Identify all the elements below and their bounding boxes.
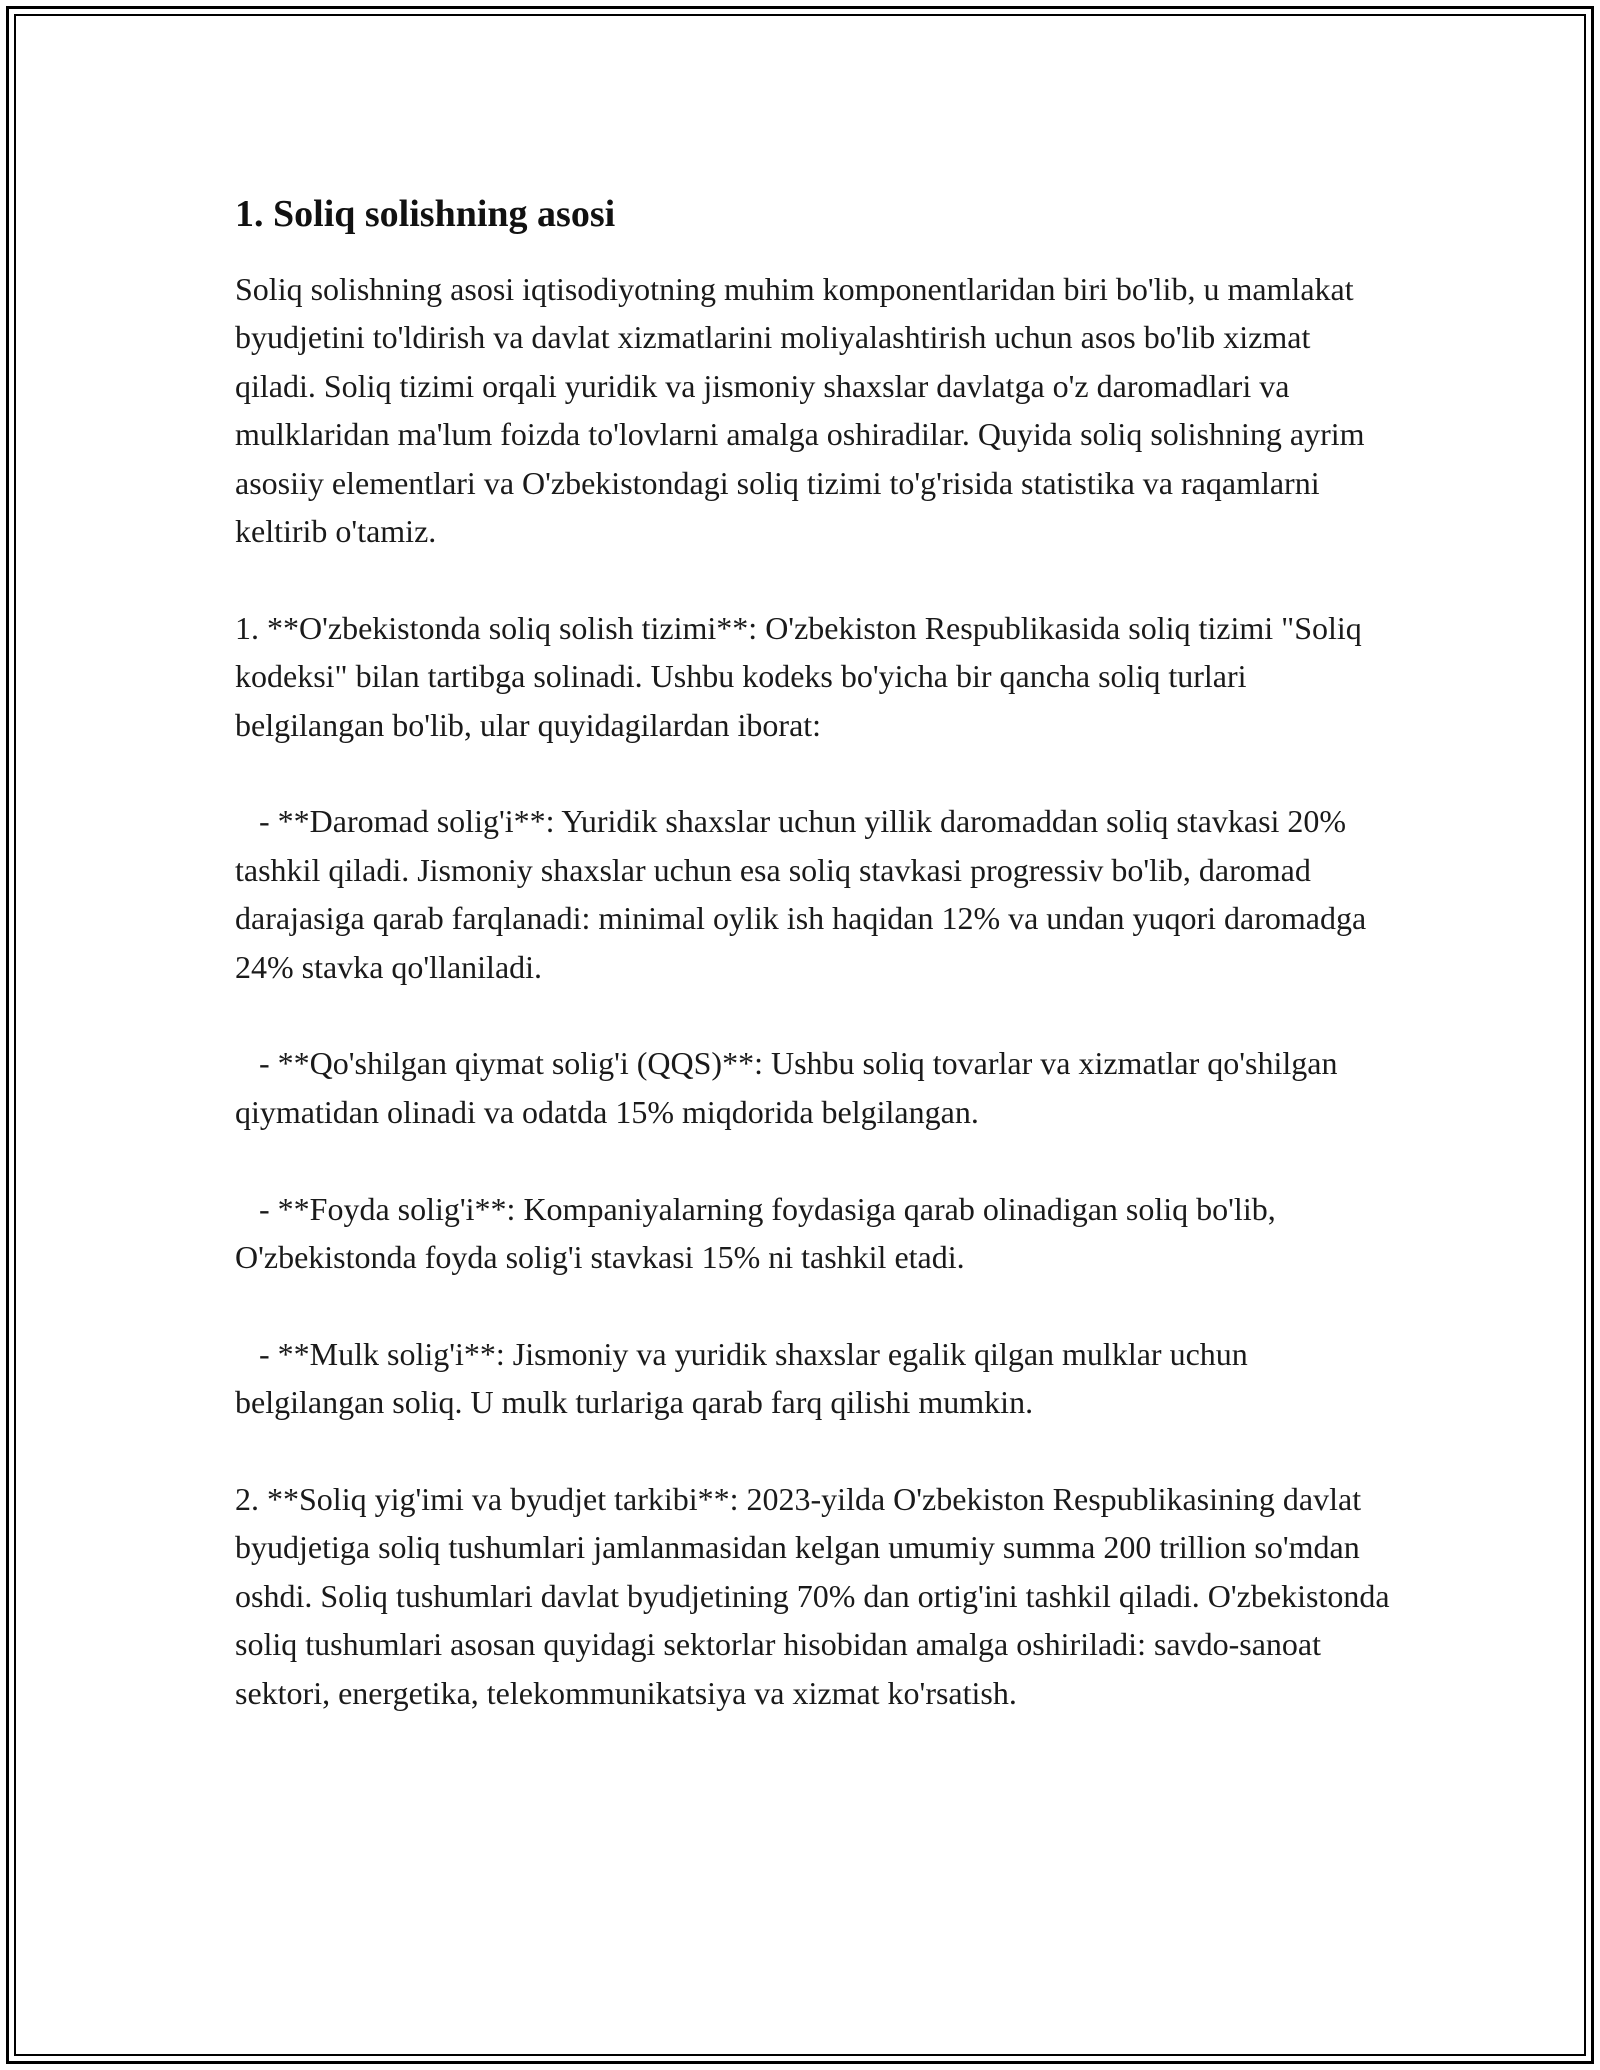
paragraph-spacer bbox=[235, 749, 1395, 797]
vat-item: - **Qo'shilgan qiymat solig'i (QQS)**: Ushbu soliq tovarlar va xizmatlar qo'shilgan qiymatidan olinadi va odatda 15% miqdorida belgilangan. bbox=[235, 1045, 1346, 1130]
property-tax-item: - **Mulk solig'i**: Jismoniy va yuridik shaxslar egalik qilgan mulklar uchun belgilangan soliq. U mulk turlariga qarab farq qilishi mumkin. bbox=[235, 1335, 1256, 1421]
paragraph-spacer bbox=[235, 1281, 1395, 1329]
paragraph-spacer bbox=[235, 1427, 1395, 1475]
budget-paragraph: 2. **Soliq yig'imi va byudjet tarkibi**: 2023-yilda O'zbekiston Respublikasining davlat byudjetiga soliq tushumlari jamlanmasidan kelgan umumiy summa 200 trillion so'mdan oshdi. Soliq tushumlari davlat byudjetining 70% dan ortig'ini tashkil qiladi. O'zbekistonda soliq tushumlari asosan quyidagi sektorlar hisobidan amalga oshiriladi: savdo-sanoat sektori, energetika, telekommunikatsiya va xizmat ko'rsatish. bbox=[235, 1481, 1398, 1711]
document-body bbox=[235, 185, 1398, 1717]
profit-tax-item: - **Foyda solig'i**: Kompaniyalarning foydasiga qarab olinadigan soliq bo'lib, O'zbekistonda foyda solig'i stavkasi 15% ni tashkil etadi. bbox=[235, 1190, 1284, 1276]
paragraph-spacer bbox=[235, 991, 1395, 1039]
income-tax-item: - **Daromad solig'i**: Yuridik shaxslar uchun yillik daromaddan soliq stavkasi 20% tashkil qiladi. Jismoniy shaxslar uchun esa soliq stavkasi progressiv bo'lib, daromad darajasiga qarab farqlanadi: minimal oylik ish haqidan 12% va undan yuqori daromadga 24% stavka qo'llaniladi. bbox=[235, 803, 1375, 985]
intro-paragraph: Soliq solishning asosi iqtisodiyotning muhim komponentlaridan biri bo'lib, u mamlakat byudjetini to'ldirish va davlat xizmatlarini moliyalashtirish uchun asos bo'lib xizmat qiladi. Soliq tizimi orqali yuridik va jismoniy shaxslar davlatga o'z daromadlari va mulklaridan ma'lum foizda to'lovlarni amalga oshiradilar. Quyida soliq solishning ayrim asosiiy elementlari va O'zbekistondagi soliq tizimi to'g'risida statistika va raqamlarni keltirib o'tamiz. bbox=[235, 271, 1373, 550]
paragraph-spacer bbox=[235, 1136, 1395, 1184]
paragraph-spacer bbox=[235, 555, 1395, 603]
section-heading: 1. Soliq solishning asosi bbox=[235, 193, 616, 235]
tax-system-paragraph: 1. **O'zbekistonda soliq solish tizimi**: O'zbekiston Respublikasida soliq tizimi "Soliq kodeksi" bilan tartibga solinadi. Ushbu kodeks bo'yicha bir qancha soliq turlari belgilangan bo'lib, ular quyidagilardan iborat: bbox=[235, 609, 1370, 743]
